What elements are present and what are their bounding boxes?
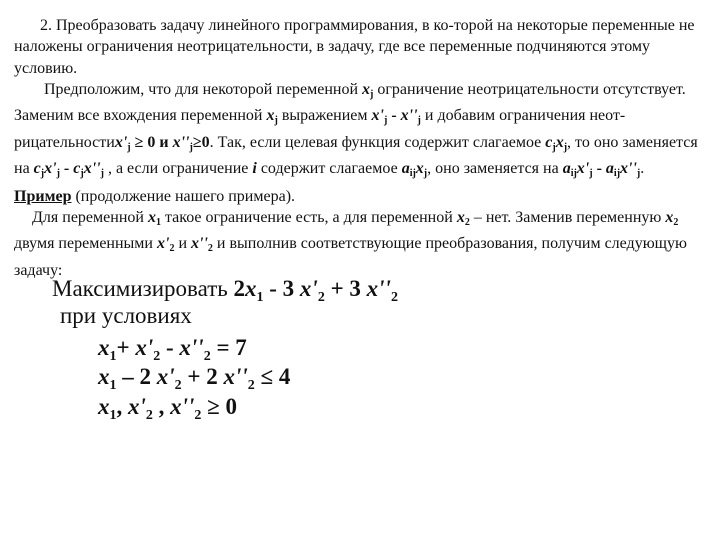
var-xpp: x'' (191, 235, 208, 253)
sub-j: j (370, 89, 374, 100)
text: (продолжение нашего примера). (71, 188, 296, 205)
sub-2: 2 (207, 243, 213, 255)
var-x: x (245, 276, 257, 301)
sub-j: j (636, 168, 641, 180)
var-c: c (73, 160, 81, 178)
sub-2: 2 (203, 349, 211, 364)
text: такое ограничение есть, а для переменной (160, 209, 457, 226)
sub-j: j (56, 168, 60, 180)
var-xpp: x'' (170, 394, 195, 419)
text: ≥ 0 и (130, 133, 173, 151)
var-xpp: x'' (223, 364, 248, 389)
var-xp: x' (156, 364, 175, 389)
sub-j: j (80, 168, 84, 180)
var-xp: x' (128, 394, 146, 419)
paragraph-example (14, 186, 714, 207)
sub-ij: ij (570, 168, 577, 180)
sub-2: 2 (673, 217, 679, 228)
sub-1: 1 (256, 290, 264, 305)
var-xpp: x'' (366, 276, 391, 301)
sub-j: j (417, 115, 421, 127)
sub-j: j (189, 141, 193, 153)
text: ограничение неотрицательности отсутствует. Заменим все вхождения переменной (14, 81, 686, 125)
var-xp: x' (576, 160, 590, 178)
var-i: i (252, 160, 257, 178)
sub-1: 1 (109, 378, 117, 393)
maximize-label: Максимизировать (52, 276, 234, 301)
var-xp: x' (114, 133, 128, 151)
op: + 2 (181, 364, 224, 389)
sub-1: 1 (109, 349, 117, 364)
paragraph-transformation (14, 207, 714, 281)
var-a: a (562, 160, 571, 178)
text: и добавим ограничения неот-рицательности (14, 107, 626, 151)
sub-j: j (589, 168, 593, 180)
var-xp: x' (156, 235, 170, 253)
var-xpp: x'' (620, 160, 637, 178)
rhs: = 7 (210, 335, 247, 360)
text: ≥0 (192, 133, 210, 151)
sub-1: 1 (155, 217, 161, 228)
paragraph-task: 2. Преобразовать задачу линейного программирования, в ко-торой на некоторые переменные не наложены ограничения неотрицательности, в задачу, где все переменные подчиняются этому условию. (14, 17, 695, 77)
sub-2: 2 (247, 378, 255, 393)
op: - 3 (263, 276, 300, 301)
op: + 3 (324, 276, 367, 301)
var-x: x (98, 335, 110, 360)
var-x: x (98, 364, 110, 389)
var-xp: x' (299, 276, 318, 301)
sub-2: 2 (464, 217, 470, 228)
var-xp: x' (44, 160, 57, 178)
minus: - (387, 107, 401, 125)
var-a: a (605, 160, 614, 178)
var-x: x (147, 209, 156, 226)
sub-2: 2 (317, 290, 325, 305)
sub-2: 2 (194, 408, 202, 423)
text: , а если ограничение (103, 160, 253, 178)
sub-j: j (423, 168, 428, 180)
text: . Так, если целевая функция содержит слагаемое (209, 133, 546, 151)
sub-1: 1 (109, 408, 117, 423)
sub-j: j (40, 168, 45, 180)
example-label: Пример (14, 188, 72, 205)
minus: - (592, 160, 606, 178)
text: двумя переменными (14, 235, 157, 253)
var-xpp: x'' (83, 160, 101, 178)
var-x: x (362, 81, 371, 98)
rhs: ≥ 0 (201, 394, 238, 419)
sub-j: j (552, 141, 556, 153)
paragraph-assumption (14, 79, 714, 185)
sub-ij: ij (409, 168, 416, 180)
nonnegativity-constraint (98, 393, 237, 430)
text: выражением (277, 107, 372, 125)
sub-2: 2 (169, 243, 175, 255)
rhs: ≤ 4 (254, 364, 291, 389)
sub-2: 2 (145, 408, 153, 423)
var-c: c (33, 160, 41, 178)
sub-2: 2 (390, 290, 398, 305)
var-x: x (98, 394, 110, 419)
var-x: x (665, 209, 674, 226)
text: – нет. Заменив переменную (469, 209, 666, 226)
sub-2: 2 (174, 378, 182, 393)
conditions-label: при условиях (60, 303, 192, 328)
text: Предположим, что для некоторой переменной (44, 81, 363, 98)
var-xpp: x'' (179, 335, 204, 360)
sub-2: 2 (153, 349, 161, 364)
text: содержит слагаемое (256, 160, 402, 178)
sub-ij: ij (613, 168, 621, 180)
minus: - (59, 160, 74, 178)
coef: 2 (233, 276, 245, 301)
var-a: a (401, 160, 410, 178)
var-x: x (266, 107, 275, 125)
var-x: x (555, 133, 564, 151)
text: , то оно заменяется на (14, 133, 698, 178)
text: Для переменной (32, 209, 148, 226)
sub-j: j (274, 115, 278, 127)
op: + (116, 335, 136, 360)
var-c: c (545, 133, 553, 151)
text: и выполнив соответствующие преобразования, получим следующую задачу: (14, 235, 687, 279)
var-x: x (415, 160, 424, 178)
var-x: x (456, 209, 465, 226)
sub-j: j (100, 168, 104, 180)
op: – 2 (116, 364, 157, 389)
op: - (160, 335, 180, 360)
sub-j: j (383, 115, 388, 127)
sub-j: j (563, 141, 568, 153)
var-xp: x' (135, 335, 154, 360)
text: . (640, 160, 645, 178)
var-xpp: x'' (172, 133, 190, 151)
sep: , (116, 394, 128, 419)
var-xp: x' (371, 107, 384, 125)
text: и (174, 235, 191, 253)
sub-j: j (127, 141, 131, 153)
var-xpp: x'' (400, 107, 418, 125)
text: , оно заменяется на (427, 160, 563, 178)
sep: , (152, 394, 171, 419)
